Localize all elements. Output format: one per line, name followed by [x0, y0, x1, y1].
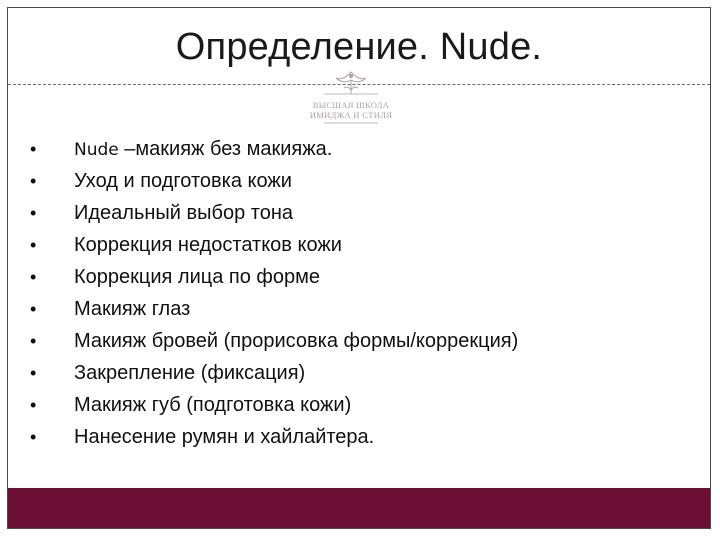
slide	[7, 7, 711, 529]
bullet-text: Макияж губ (подготовка кожи)	[74, 394, 352, 416]
bullet-text: –макияж без макияжа.	[118, 138, 333, 160]
bullet-dot-icon: •	[30, 299, 37, 319]
bullet-dot-icon: •	[30, 139, 37, 159]
bullet-item	[26, 166, 518, 198]
bullet-dot-icon: •	[30, 331, 37, 351]
bullet-item	[26, 294, 518, 326]
bullet-text: Идеальный выбор тона	[74, 202, 294, 224]
bullet-text: Нанесение румян и хайлайтера.	[74, 426, 375, 448]
bullet-dot-icon: •	[30, 267, 37, 287]
bullet-item	[26, 358, 518, 390]
bullet-item	[26, 262, 518, 294]
bullet-text: Коррекция недостатков кожи	[74, 234, 342, 256]
logo-line-2: ИМИДЖА И СТИЛЯ	[309, 110, 393, 120]
bullet-list	[26, 134, 518, 454]
bullet-dot-icon: •	[30, 427, 37, 447]
bullet-text: Макияж бровей (прорисовка формы/коррекция)	[74, 330, 519, 352]
bullet-text: Коррекция лица по форме	[74, 266, 320, 288]
bullet-item	[26, 230, 518, 262]
bullet-text: Уход и подготовка кожи	[74, 170, 292, 192]
bullet-text: Закрепление (фиксация)	[74, 362, 306, 384]
bullet-item	[26, 326, 518, 358]
bullet-text: Макияж глаз	[74, 298, 191, 320]
footer-bar	[8, 488, 710, 528]
bullet-dot-icon: •	[30, 235, 37, 255]
bullet-item	[26, 198, 518, 230]
bullet-item	[26, 134, 518, 166]
bullet-dot-icon: •	[30, 395, 37, 415]
bullet-dot-icon: •	[30, 171, 37, 191]
bullet-item	[26, 390, 518, 422]
slide-title: Определение. Nude.	[175, 26, 543, 68]
bullet-dot-icon: •	[30, 363, 37, 383]
bullet-item	[26, 422, 518, 454]
school-logo	[306, 68, 396, 128]
logo-line-1: ВЫСШАЯ ШКОЛА	[312, 100, 390, 110]
bullet-dot-icon: •	[30, 203, 37, 223]
bullet-brand: Nude	[74, 140, 119, 160]
